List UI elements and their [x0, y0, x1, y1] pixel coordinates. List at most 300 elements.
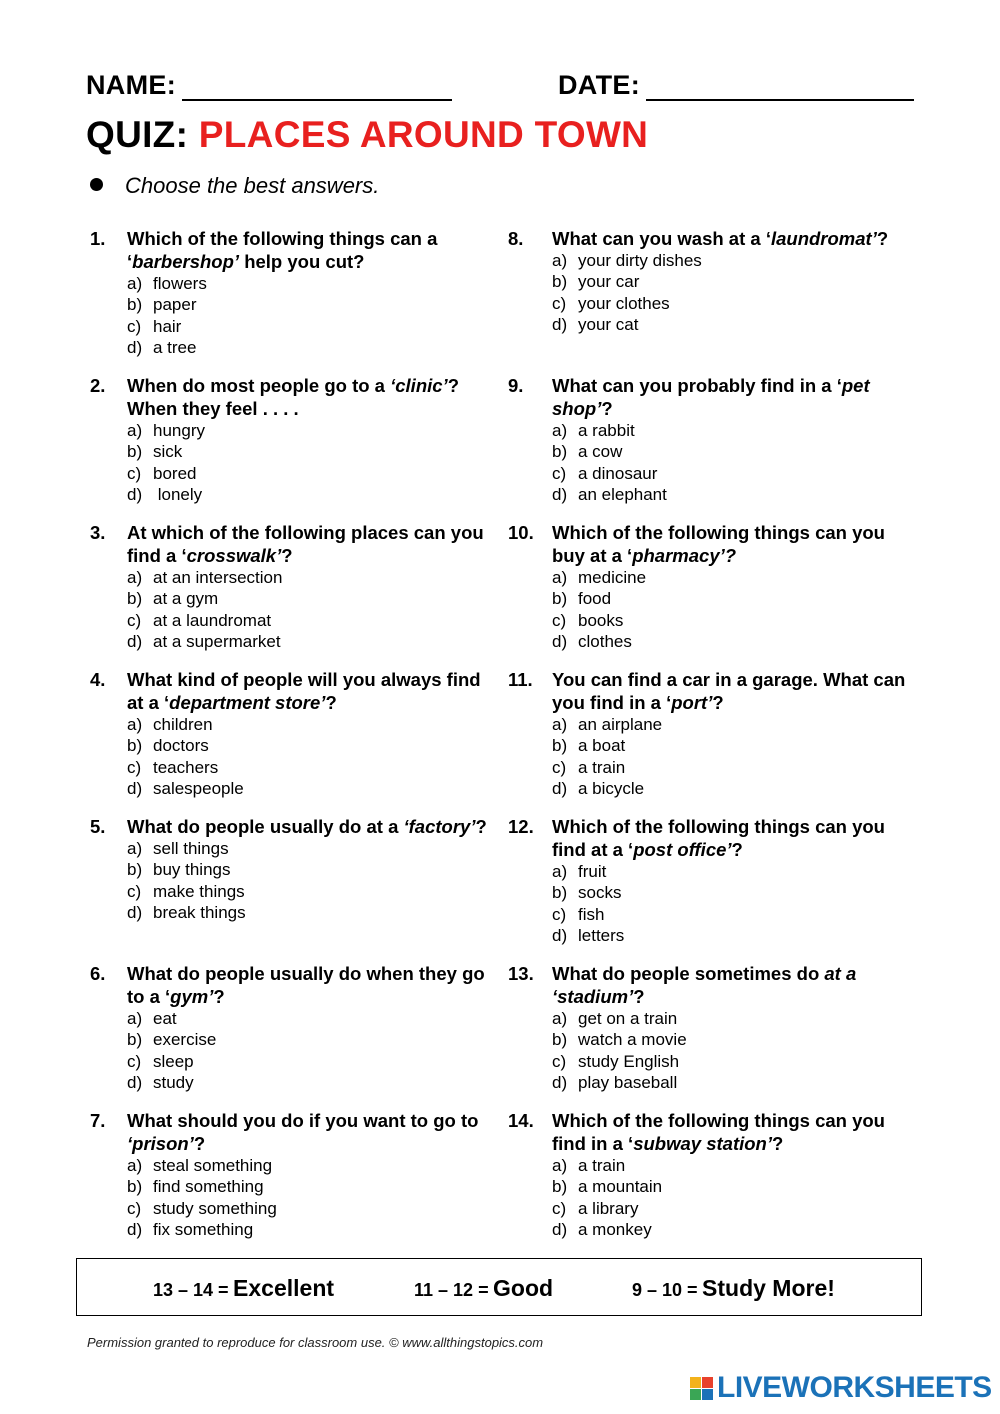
answer-option[interactable]	[127, 859, 490, 880]
option-letter: a)	[127, 715, 143, 734]
option-letter: a)	[552, 1009, 568, 1028]
question-text-pre: What can you wash at a ‘	[552, 228, 771, 249]
option-text: letters	[578, 925, 625, 945]
answer-option[interactable]	[552, 484, 908, 505]
question-text	[127, 962, 490, 1008]
answer-option[interactable]	[552, 1051, 908, 1072]
question-text-post: ?	[213, 986, 225, 1007]
answer-option[interactable]	[552, 1029, 908, 1050]
answer-option[interactable]	[127, 294, 490, 315]
question-text-pre: What do people sometimes do	[552, 963, 825, 984]
answer-option[interactable]	[127, 316, 490, 337]
instruction-text: Choose the best answers.	[125, 173, 380, 198]
option-letter: c)	[552, 757, 567, 777]
question-text-pre: Which of the following things can you buy at a ‘	[552, 522, 885, 566]
option-letter: d)	[552, 778, 568, 798]
questions-right-column	[508, 227, 908, 1256]
question-text	[127, 1109, 490, 1155]
question-text	[552, 962, 908, 1008]
answer-options	[127, 838, 490, 923]
score-excellent	[153, 1275, 334, 1302]
answer-option[interactable]	[127, 1155, 490, 1176]
answer-options	[127, 1008, 490, 1093]
answer-option[interactable]	[127, 1029, 490, 1050]
option-letter: a)	[552, 862, 568, 881]
option-text: a train	[578, 1156, 626, 1175]
answer-option[interactable]	[552, 463, 908, 484]
answer-option[interactable]	[552, 1155, 908, 1176]
answer-option[interactable]	[552, 610, 908, 631]
bullet-icon	[90, 178, 103, 191]
date-field	[558, 70, 914, 101]
question-text-post: ?	[325, 692, 337, 713]
question-item	[508, 962, 908, 1109]
option-letter: c)	[127, 881, 142, 901]
question-item	[90, 521, 490, 668]
option-letter: a)	[552, 1156, 568, 1175]
question-item	[90, 374, 490, 521]
option-letter: b)	[127, 442, 143, 462]
option-letter: d)	[127, 484, 143, 504]
question-item	[508, 815, 908, 962]
answer-option[interactable]	[552, 293, 908, 314]
option-letter: c)	[552, 293, 567, 313]
answer-options	[127, 567, 490, 652]
option-text: get on a train	[578, 1009, 678, 1028]
questions-left-column	[90, 227, 490, 1256]
answer-option[interactable]	[552, 314, 908, 335]
option-letter: c)	[552, 904, 567, 924]
question-text-post: ?	[712, 692, 724, 713]
option-letter: c)	[552, 1198, 567, 1218]
option-letter: b)	[552, 736, 568, 756]
option-text: a bicycle	[578, 778, 645, 798]
answer-option[interactable]	[552, 1072, 908, 1093]
option-letter: d)	[552, 631, 568, 651]
name-input-line[interactable]	[182, 73, 452, 101]
option-text: a rabbit	[578, 421, 635, 440]
answer-option[interactable]	[552, 1198, 908, 1219]
question-place: port’	[671, 692, 713, 713]
option-letter: a)	[127, 274, 143, 293]
answer-option[interactable]	[127, 1198, 490, 1219]
option-text: an airplane	[578, 715, 663, 734]
answer-options	[127, 714, 490, 799]
option-text: break things	[153, 902, 246, 922]
scoring-box	[76, 1258, 922, 1316]
option-letter: b)	[127, 860, 143, 880]
answer-option[interactable]	[127, 337, 490, 358]
question-text-post: ?	[601, 398, 613, 419]
answer-option[interactable]	[127, 757, 490, 778]
question-place: department store’	[169, 692, 326, 713]
question-number: 7.	[90, 1110, 106, 1131]
option-letter: d)	[127, 631, 143, 651]
question-item	[90, 227, 490, 374]
question-text-pre: Which of the following things can you find at a ‘	[552, 816, 885, 860]
question-number: 8.	[508, 228, 524, 249]
question-number: 10.	[508, 522, 534, 543]
question-text	[127, 227, 490, 273]
question-item	[508, 227, 908, 374]
question-text-pre: What do people usually do at a	[127, 816, 404, 837]
title-topic: PLACES AROUND TOWN	[198, 114, 649, 155]
question-place: post office’	[633, 839, 732, 860]
answer-option[interactable]	[552, 925, 908, 946]
name-field	[86, 70, 452, 101]
option-text: hair	[153, 316, 182, 336]
answer-options	[552, 567, 908, 652]
question-body	[127, 962, 490, 1093]
score-label: Good	[493, 1275, 554, 1301]
option-text: at a laundromat	[153, 610, 272, 630]
option-letter: d)	[127, 902, 143, 922]
answer-option[interactable]	[127, 1219, 490, 1240]
option-letter: b)	[127, 736, 143, 756]
option-letter: d)	[127, 778, 143, 798]
answer-option[interactable]	[127, 631, 490, 652]
answer-option[interactable]	[127, 902, 490, 923]
option-letter: b)	[127, 1030, 143, 1050]
question-body	[127, 227, 490, 358]
answer-option[interactable]	[552, 420, 908, 441]
option-text: make things	[153, 881, 245, 901]
option-letter: d)	[127, 1219, 143, 1239]
score-label: Excellent	[233, 1275, 335, 1301]
option-text: fix something	[153, 1219, 254, 1239]
option-letter: a)	[127, 1156, 143, 1175]
question-body	[552, 815, 908, 946]
option-text: lonely	[153, 484, 203, 504]
answer-option[interactable]	[552, 441, 908, 462]
question-number: 12.	[508, 816, 534, 837]
question-body	[552, 521, 908, 652]
option-text: salespeople	[153, 778, 244, 798]
answer-option[interactable]	[127, 1072, 490, 1093]
question-place: gym’	[170, 986, 214, 1007]
answer-option[interactable]	[127, 735, 490, 756]
option-letter: b)	[552, 1177, 568, 1197]
answer-option[interactable]	[552, 904, 908, 925]
question-place: pharmacy’?	[632, 545, 737, 566]
score-range: 11 – 12 =	[414, 1280, 489, 1300]
option-letter: d)	[552, 1219, 568, 1239]
answer-option[interactable]	[552, 1219, 908, 1240]
brand-name: LIVEWORKSHEETS	[717, 1371, 992, 1404]
option-text: paper	[153, 295, 197, 315]
question-number: 11.	[508, 669, 533, 690]
question-text-pre: Which of the following things can you find in a ‘	[552, 1110, 885, 1154]
option-letter: a)	[127, 1009, 143, 1028]
answer-option[interactable]	[552, 778, 908, 799]
question-item	[90, 668, 490, 815]
answer-option[interactable]	[127, 881, 490, 902]
option-letter: c)	[127, 1198, 142, 1218]
option-text: exercise	[153, 1030, 217, 1050]
question-body	[127, 815, 490, 923]
option-letter: d)	[552, 1072, 568, 1092]
score-study-more	[632, 1275, 835, 1302]
brand-logo[interactable]	[690, 1373, 992, 1403]
option-text: buy things	[153, 860, 231, 880]
answer-option[interactable]	[127, 463, 490, 484]
question-text-post: help you cut?	[239, 251, 365, 272]
question-text	[552, 227, 908, 250]
option-text: a train	[578, 757, 626, 777]
option-text: steal something	[153, 1156, 273, 1175]
option-text: socks	[578, 883, 622, 903]
answer-options	[552, 420, 908, 505]
option-text: clothes	[578, 631, 632, 651]
question-number: 3.	[90, 522, 106, 543]
option-letter: d)	[552, 484, 568, 504]
option-text: a cow	[578, 442, 623, 462]
question-place: ‘clinic’	[390, 375, 448, 396]
option-letter: b)	[552, 442, 568, 462]
option-text: sick	[153, 442, 183, 462]
question-place: barbershop’	[132, 251, 240, 272]
answer-option[interactable]	[127, 588, 490, 609]
question-text-pre: At which of the following places can you find a ‘	[127, 522, 484, 566]
answer-option[interactable]	[127, 1008, 490, 1029]
option-letter: a)	[127, 421, 143, 440]
question-number: 6.	[90, 963, 106, 984]
question-text-pre: You can find a car in a garage. What can you find in a ‘	[552, 669, 906, 713]
question-text-post: ?	[771, 1133, 784, 1154]
answer-option[interactable]	[127, 714, 490, 735]
option-letter: c)	[552, 463, 567, 483]
score-range: 9 – 10 =	[632, 1280, 698, 1300]
option-text: flowers	[153, 274, 207, 293]
question-text-post: ? When they feel . . . .	[127, 375, 459, 419]
option-text: study	[153, 1072, 194, 1092]
question-item	[508, 1109, 908, 1256]
question-place: at a ‘stadium’	[552, 963, 857, 1007]
question-item	[508, 668, 908, 815]
answer-option[interactable]	[127, 1176, 490, 1197]
option-text: teachers	[153, 757, 219, 777]
option-letter: d)	[552, 925, 568, 945]
option-text: fruit	[578, 862, 607, 881]
answer-options	[552, 250, 908, 335]
answer-option[interactable]	[552, 1176, 908, 1197]
option-text: bored	[153, 463, 197, 483]
question-text	[552, 668, 908, 714]
option-text: a mountain	[578, 1177, 663, 1197]
option-text: hungry	[153, 421, 205, 440]
option-letter: c)	[127, 757, 142, 777]
answer-option[interactable]	[552, 567, 908, 588]
answer-options	[552, 861, 908, 946]
answer-options	[127, 420, 490, 505]
question-text	[552, 1109, 908, 1155]
answer-option[interactable]	[127, 441, 490, 462]
option-letter: c)	[127, 610, 142, 630]
quiz-title	[86, 114, 648, 156]
answer-option[interactable]	[127, 484, 490, 505]
question-text-pre: Which of the following things can a ‘	[127, 228, 438, 272]
option-text: your clothes	[578, 293, 670, 313]
option-text: at a gym	[153, 589, 219, 609]
answer-option[interactable]	[127, 838, 490, 859]
date-label: DATE:	[558, 70, 640, 100]
question-body	[127, 374, 490, 505]
option-letter: b)	[552, 883, 568, 903]
answer-option[interactable]	[552, 714, 908, 735]
question-number: 9.	[508, 375, 524, 396]
option-text: doctors	[153, 736, 209, 756]
answer-option[interactable]	[127, 778, 490, 799]
score-range: 13 – 14 =	[153, 1280, 229, 1300]
question-body	[552, 962, 908, 1093]
question-text-pre: What should you do if you want to go to	[127, 1110, 479, 1131]
question-number: 14.	[508, 1110, 534, 1131]
question-body	[552, 374, 908, 505]
option-text: play baseball	[578, 1072, 678, 1092]
option-text: your car	[578, 272, 640, 292]
answer-option[interactable]	[127, 273, 490, 294]
question-place: ‘factory’	[403, 816, 476, 837]
answer-option[interactable]	[552, 861, 908, 882]
option-text: your cat	[578, 314, 639, 334]
question-text	[127, 668, 490, 714]
option-letter: c)	[127, 463, 142, 483]
question-text-post: ?	[193, 1133, 206, 1154]
question-item	[508, 374, 908, 521]
option-text: study English	[578, 1051, 680, 1071]
option-letter: b)	[127, 295, 143, 315]
question-item	[508, 521, 908, 668]
option-letter: c)	[127, 316, 142, 336]
option-text: a tree	[153, 337, 197, 357]
answer-option[interactable]	[552, 271, 908, 292]
question-item	[90, 815, 490, 962]
question-item	[90, 1109, 490, 1256]
option-text: your dirty dishes	[578, 251, 702, 270]
question-text-post: ?	[281, 545, 293, 566]
question-number: 13.	[508, 963, 534, 984]
question-text-post: ?	[876, 228, 889, 249]
date-input-line[interactable]	[646, 73, 914, 101]
answer-option[interactable]	[552, 1008, 908, 1029]
score-label: Study More!	[702, 1275, 835, 1301]
question-number: 4.	[90, 669, 106, 690]
question-body	[127, 521, 490, 652]
question-text-pre: What kind of people will you always find at a ‘	[127, 669, 481, 713]
question-text-pre: When do most people go to a	[127, 375, 391, 396]
answer-option[interactable]	[552, 588, 908, 609]
question-place: subway station’	[633, 1133, 772, 1154]
option-letter: c)	[552, 1051, 567, 1071]
answer-option[interactable]	[552, 631, 908, 652]
question-number: 5.	[90, 816, 106, 837]
answer-option[interactable]	[552, 882, 908, 903]
option-text: eat	[153, 1009, 177, 1028]
question-text-post: ?	[731, 839, 743, 860]
option-text: sell things	[153, 839, 229, 858]
answer-option[interactable]	[127, 610, 490, 631]
answer-option[interactable]	[127, 420, 490, 441]
option-letter: c)	[127, 1051, 142, 1071]
option-text: a boat	[578, 736, 626, 756]
question-text-post: ?	[475, 816, 487, 837]
header-row	[86, 70, 916, 106]
question-text-pre: What can you probably find in a ‘	[552, 375, 842, 396]
option-text: a monkey	[578, 1219, 652, 1239]
option-text: find something	[153, 1177, 264, 1197]
name-label: NAME:	[86, 70, 176, 100]
instruction	[90, 173, 379, 199]
answer-options	[552, 1008, 908, 1093]
question-text	[127, 521, 490, 567]
option-text: a library	[578, 1198, 639, 1218]
option-letter: d)	[127, 1072, 143, 1092]
question-number: 1.	[90, 228, 106, 249]
permission-footer: Permission granted to reproduce for classroom use. © www.allthingstopics.com	[87, 1335, 544, 1350]
question-text	[127, 374, 490, 420]
answer-option[interactable]	[552, 250, 908, 271]
option-letter: a)	[552, 715, 568, 734]
title-prefix: QUIZ:	[86, 114, 189, 155]
question-text	[552, 815, 908, 861]
question-text	[552, 521, 908, 567]
option-text: at an intersection	[153, 568, 283, 587]
answer-option[interactable]	[127, 1051, 490, 1072]
question-place: laundromat’	[770, 228, 877, 249]
question-text-pre: What do people usually do when they go to a ‘	[127, 963, 485, 1007]
answer-option[interactable]	[552, 735, 908, 756]
score-good	[414, 1275, 553, 1302]
option-text: sleep	[153, 1051, 194, 1071]
option-letter: a)	[552, 568, 568, 587]
question-body	[552, 227, 908, 335]
option-letter: d)	[127, 337, 143, 357]
option-letter: b)	[552, 1030, 568, 1050]
answer-options	[127, 1155, 490, 1240]
option-letter: b)	[552, 272, 568, 292]
option-text: children	[153, 715, 213, 734]
option-letter: c)	[552, 610, 567, 630]
question-item	[90, 962, 490, 1109]
question-place: crosswalk’	[186, 545, 282, 566]
option-text: watch a movie	[578, 1030, 687, 1050]
question-body	[127, 668, 490, 799]
question-text	[552, 374, 908, 420]
option-letter: b)	[127, 1177, 143, 1197]
option-letter: a)	[127, 839, 143, 858]
question-text-post: ?	[633, 986, 645, 1007]
question-body	[552, 668, 908, 799]
question-number: 2.	[90, 375, 106, 396]
option-letter: a)	[552, 421, 568, 440]
option-text: a dinosaur	[578, 463, 658, 483]
option-letter: a)	[552, 251, 568, 270]
option-text: at a supermarket	[153, 631, 281, 651]
option-letter: b)	[552, 589, 568, 609]
liveworksheets-logo-icon	[690, 1377, 713, 1400]
option-letter: d)	[552, 314, 568, 334]
question-body	[127, 1109, 490, 1240]
option-text: medicine	[578, 568, 647, 587]
answer-option[interactable]	[127, 567, 490, 588]
answer-option[interactable]	[552, 757, 908, 778]
answer-options	[552, 1155, 908, 1240]
option-letter: a)	[127, 568, 143, 587]
question-body	[552, 1109, 908, 1240]
option-text: books	[578, 610, 624, 630]
option-text: an elephant	[578, 484, 667, 504]
answer-options	[552, 714, 908, 799]
